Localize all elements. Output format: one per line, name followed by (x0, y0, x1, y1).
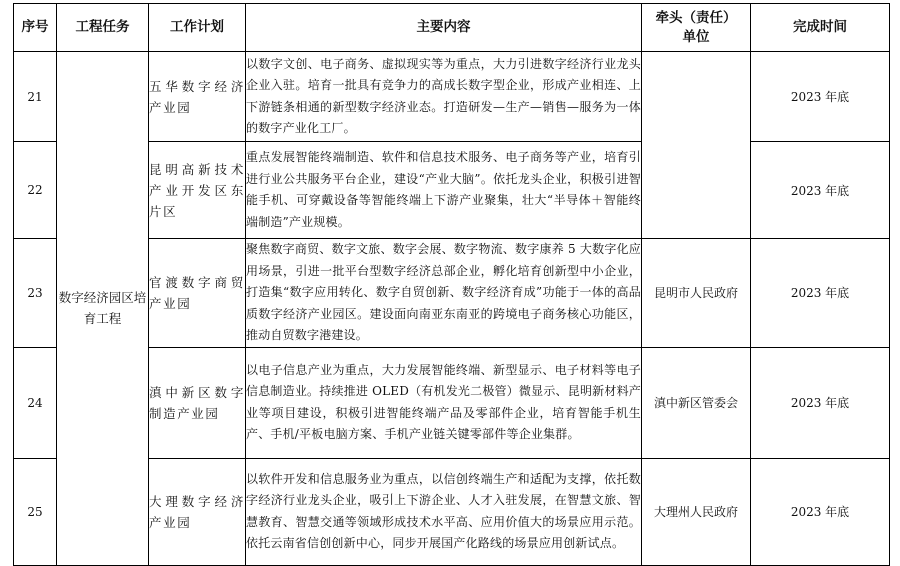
row-plan: 大理数字经济产业园 (149, 458, 246, 565)
row-seq: 25 (14, 458, 57, 565)
header-seq: 序号 (14, 4, 57, 52)
row-content: 以软件开发和信息服务业为重点，以信创终端生产和适配为支撑，依托数字经济行业龙头企业，吸引上下游企业、人才入驻发展，在智慧文旅、智慧教育、智慧交通等领域形成技术水平高、应用价值大的场景应用示范。依托云南省信创创新中心，同步开展国产化路线的场景应用创新试点。 (246, 458, 642, 565)
row-time: 2023 年底 (751, 142, 890, 239)
row-time: 2023 年底 (751, 52, 890, 142)
header-plan: 工作计划 (149, 4, 246, 52)
row-content: 以电子信息产业为重点，大力发展智能终端、新型显示、电子材料等电子信息制造业。持续推进 OLED（有机发光二极管）微显示、昆明新材料产业等项目建设，积极引进智能终端产品及零部件企业，培育智能手机生产、手机/平板电脑方案、手机产业链关键零部件等企业集群。 (246, 347, 642, 458)
work-plan-table (13, 3, 890, 566)
row-plan: 官渡数字商贸产业园 (149, 239, 246, 348)
row-lead: 滇中新区管委会 (642, 347, 751, 458)
row-content: 重点发展智能终端制造、软件和信息技术服务、电子商务等产业，培育引进行业公共服务平台企业，建设“产业大脑”。依托龙头企业，积极引进智能手机、可穿戴设备等智能终端上下游产业聚集，壮大“半导体＋智能终端制造”产业规模。 (246, 142, 642, 239)
row-content: 聚焦数字商贸、数字文旅、数字会展、数字物流、数字康养 5 大数字化应用场景，引进一批平台型数字经济总部企业，孵化培育创新型中小企业，打造集“数字应用转化、数字自贸创新、数字经济育成”功能于一体的高品质数字经济产业园区。建设面向南亚东南亚的跨境电子商务核心功能区，推动自贸数字港建设。 (246, 239, 642, 348)
project-group-cell: 数字经济园区培育工程 (57, 52, 149, 566)
row-plan: 五华数字经济产业园 (149, 52, 246, 142)
row-seq: 22 (14, 142, 57, 239)
table-row (14, 52, 890, 142)
row-lead: 大理州人民政府 (642, 458, 751, 565)
header-row (14, 4, 890, 52)
row-content: 以数字文创、电子商务、虚拟现实等为重点，大力引进数字经济行业龙头企业入驻。培育一批具有竞争力的高成长数字型企业，形成产业相连、上下游链条相通的新型数字经济业态。打造研发—生产—销售—服务为一体的数字产业化工厂。 (246, 52, 642, 142)
header-time: 完成时间 (751, 4, 890, 52)
header-task: 工程任务 (57, 4, 149, 52)
row-plan: 昆明高新技术产业开发区东片区 (149, 142, 246, 239)
row-plan: 滇中新区数字制造产业园 (149, 347, 246, 458)
header-lead-label: 牵头（责任）单位 (655, 9, 737, 45)
row-seq: 21 (14, 52, 57, 142)
row-time: 2023 年底 (751, 239, 890, 348)
row-seq: 23 (14, 239, 57, 348)
row-time: 2023 年底 (751, 347, 890, 458)
row-seq: 24 (14, 347, 57, 458)
row-time: 2023 年底 (751, 458, 890, 565)
row-lead (642, 52, 751, 239)
header-lead (642, 4, 751, 52)
row-lead: 昆明市人民政府 (642, 239, 751, 348)
header-content: 主要内容 (246, 4, 642, 52)
